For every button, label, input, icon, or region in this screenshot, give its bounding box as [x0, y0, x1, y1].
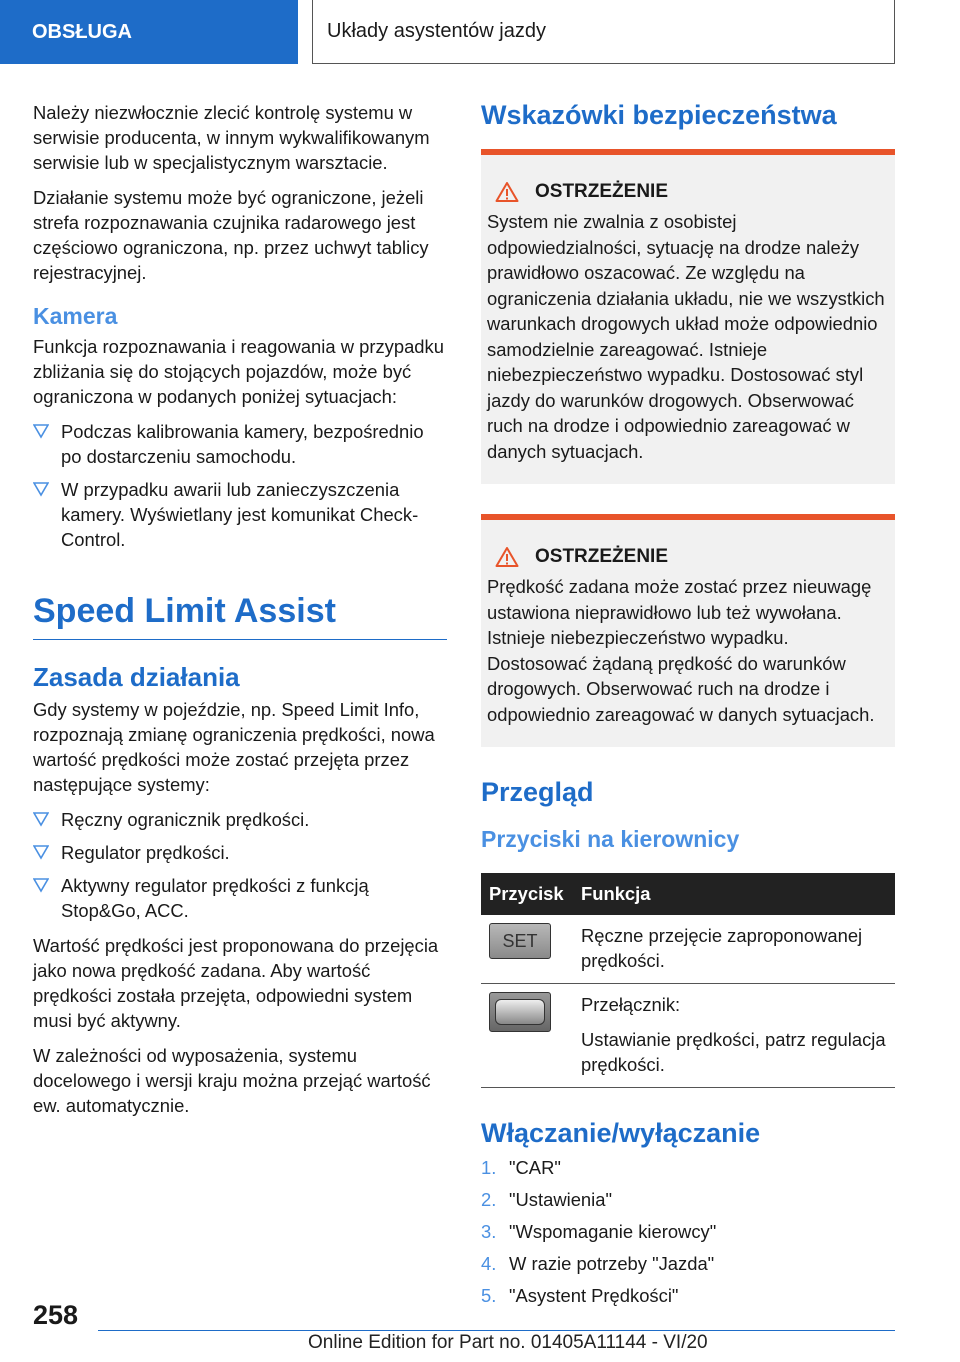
safety-heading: Wskazówki bezpieczeństwa: [481, 100, 837, 130]
list-item-text: Aktywny regulator prędkości z funkcją Stop&Go, ACC.: [61, 875, 369, 921]
triangle-bullet-icon: [33, 843, 49, 861]
list-item: [33, 873, 447, 923]
paragraph: Gdy systemy w pojeździe, np. Speed Limit Info, rozpoznają zmianę ograniczenia prędkości, nowa wartość prędkości może zostać przejęta przez następujące systemy:: [33, 699, 435, 795]
warning-title-text: OSTRZEŻENIE: [535, 546, 669, 567]
section-tab: OBSŁUGA: [0, 0, 298, 64]
list-item-text: Ręczny ogranicznik prędkości.: [61, 809, 310, 830]
warning-title: [487, 546, 887, 568]
table-row: [481, 915, 895, 984]
step-text: "Ustawienia": [509, 1189, 613, 1210]
paragraph: Działanie systemu może być ograniczone, jeżeli strefa rozpoznawania czujnika radarowego jest częściowo ograniczona, np. przez uchwyt tablicy rejestracyjnej.: [33, 187, 429, 283]
step-text: "Asystent Prędkości": [509, 1285, 679, 1306]
paragraph: W zależności od wyposażenia, systemu docelowego i wersji kraju można przejąć wartość ew. automatycznie.: [33, 1045, 431, 1116]
footer-divider: [98, 1330, 895, 1331]
column-header: Przycisk: [481, 873, 573, 915]
step-text: "Wspomaganie kierowcy": [509, 1221, 717, 1242]
table-cell: Ręczne przejęcie zaproponowanej prędkości.: [573, 915, 895, 984]
systems-list: [33, 807, 447, 923]
column-header: Funkcja: [573, 873, 895, 915]
warning-title-text: OSTRZEŻENIE: [535, 181, 669, 202]
list-item-text: W przypadku awarii lub zanieczyszczenia kamery. Wyświetlany jest komunikat Check-Control.: [61, 479, 419, 550]
left-column: [33, 100, 447, 1128]
step-number: 4.: [481, 1253, 497, 1274]
table-row: [481, 984, 895, 1088]
list-item: [481, 1251, 895, 1276]
list-item: [481, 1219, 895, 1244]
list-item-text: Regulator prędkości.: [61, 842, 230, 863]
triangle-bullet-icon: [33, 876, 49, 894]
step-number: 5.: [481, 1285, 497, 1306]
step-number: 2.: [481, 1189, 497, 1210]
list-item: [481, 1283, 895, 1308]
warning-text: System nie zwalnia z osobistej odpowiedzialności, sytuację na drodze należy prawidłowo oszacować. Ze względu na ograniczenia działania układu, nie we wszystkich warunkach drogowych układ może odpowiednio samodzielnie zareagować. Istnieje niebezpieczeństwo wypadku. Dostosować styl jazdy do warunków drogowych. Obserwować ruch na drodze i odpowiednio zareagować w danych sytuacjach.: [487, 211, 885, 462]
cell-label: Przełącznik:: [581, 994, 681, 1015]
page-number: 258: [33, 1300, 79, 1330]
kamera-heading: Kamera: [33, 303, 118, 329]
cell-text: Ustawianie prędkości, patrz regulacja prędkości.: [581, 1029, 886, 1075]
paragraph: Wartość prędkości jest proponowana do przejęcia jako nowa prędkość zadana. Aby wartość prędkości została przejęta, odpowiedni system musi być aktywny.: [33, 935, 439, 1031]
step-number: 3.: [481, 1221, 497, 1242]
warning-title: [487, 181, 887, 203]
triangle-bullet-icon: [33, 810, 49, 828]
right-column: [481, 100, 895, 1315]
edition-footer: Online Edition for Part no. 01405A11144 - VI/20: [308, 1332, 708, 1353]
list-item-text: Podczas kalibrowania kamery, bezpośrednio po dostarczeniu samochodu.: [61, 421, 424, 467]
triangle-bullet-icon: [33, 480, 49, 498]
steps-list: [481, 1155, 895, 1308]
buttons-heading: Przyciski na kierownicy: [481, 826, 740, 852]
buttons-table: [481, 873, 895, 1088]
warning-triangle-icon: [495, 546, 519, 568]
list-item: [33, 477, 447, 552]
triangle-bullet-icon: [33, 422, 49, 440]
table-cell: [573, 984, 895, 1088]
list-item: [33, 807, 447, 832]
step-number: 1.: [481, 1157, 497, 1178]
paragraph: Należy niezwłocznie zlecić kontrolę systemu w serwisie producenta, w innym wykwalifikowanym serwisie lub w specjalistycznym warsztacie.: [33, 102, 430, 173]
step-text: W razie potrzeby "Jazda": [509, 1253, 715, 1274]
paragraph: Funkcja rozpoznawania i reagowania w przypadku zbliżania się do stojących pojazdów, może być ograniczona w podanych poniżej sytuacjach:: [33, 336, 444, 407]
kamera-list: [33, 419, 447, 552]
table-cell: [481, 984, 573, 1088]
step-text: "CAR": [509, 1157, 561, 1178]
rocker-switch-icon: [489, 992, 551, 1032]
warning-box: [481, 149, 895, 484]
warning-text: Prędkość zadana może zostać przez nieuwagę ustawiona nieprawidłowo lub też wywołana. Istnieje niebezpieczeństwo wypadku. Dostosować żądaną prędkość do warunków drogowych. Obserwować ruch na drodze i odpowiednio zareagować w danych sytuacjach.: [487, 576, 875, 725]
onoff-heading: Włączanie/wyłączanie: [481, 1118, 761, 1148]
page-title: Speed Limit Assist: [33, 592, 447, 640]
warning-box: [481, 514, 895, 747]
overview-heading: Przegląd: [481, 777, 594, 807]
table-cell: [481, 915, 573, 984]
zasada-heading: Zasada działania: [33, 662, 240, 692]
table-header-row: [481, 873, 895, 915]
list-item: [33, 840, 447, 865]
list-item: [481, 1187, 895, 1212]
set-button-icon: SET: [489, 923, 551, 959]
list-item: [481, 1155, 895, 1180]
list-item: [33, 419, 447, 469]
chapter-title: Układy asystentów jazdy: [312, 0, 895, 64]
warning-triangle-icon: [495, 181, 519, 203]
